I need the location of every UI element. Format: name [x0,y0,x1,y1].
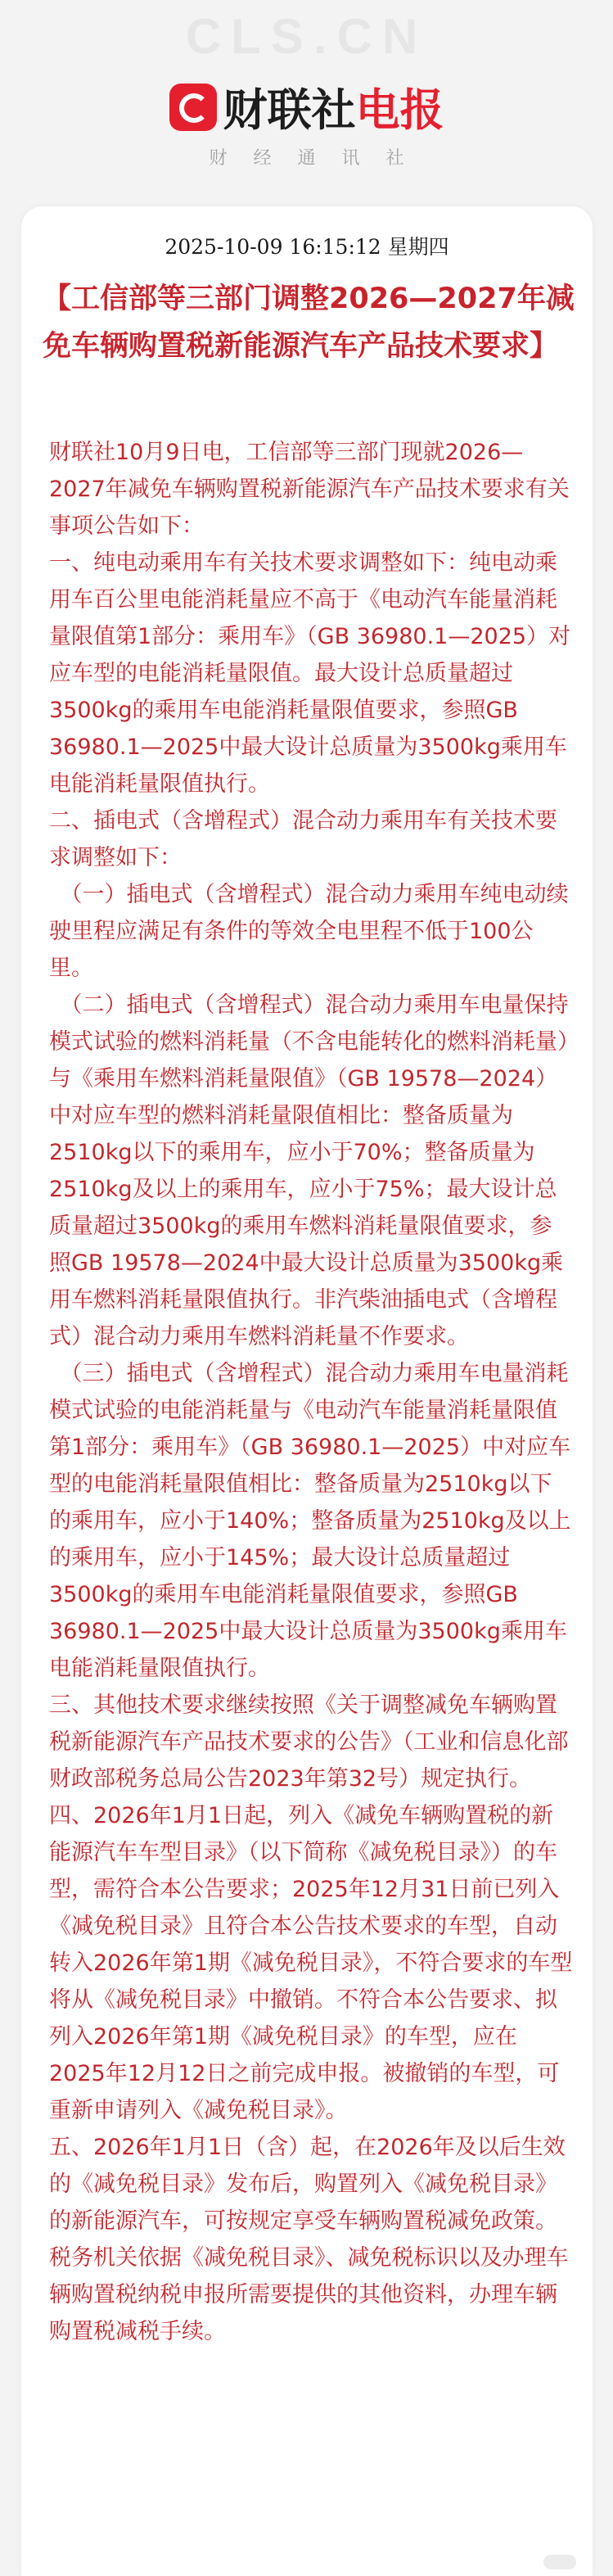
brand-name [223,75,444,138]
paragraph-section-1: 一、纯电动乘用车有关技术要求调整如下：纯电动乘用车百公里电能消耗量应不高于《电动汽车能量消耗量限值第1部分：乘用车》（GB 36980.1—2025）对应车型的电能消耗量限值。最大设计总质量超过3500kg的乘用车电能消耗量限值要求，参照GB 36980.1—2025中最大设计总质量为3500kg乘用车电能消耗量限值执行。 [49,550,571,797]
paragraph-section-4: 四、2026年1月1日起，列入《减免车辆购置税的新能源汽车车型目录》（以下简称《减免税目录》）的车型，需符合本公告要求；2025年12月31日前已列入《减免税目录》且符合本公告技术要求的车型，自动转入2026年第1期《减免税目录》，不符合要求的车型将从《减免税目录》中撤销。不符合本公告要求、拟列入2026年第1期《减免税目录》的车型，应在2025年12月12日之前完成申报。被撤销的车型，可重新申请列入《减免税目录》。 [49,1803,573,2123]
brand-logo [0,75,613,138]
paragraph-section-2-2: （二）插电式（含增程式）混合动力乘用车电量保持模式试验的燃料消耗量（不含电能转化的燃料消耗量）与《乘用车燃料消耗量限值》（GB 19578—2024）中对应车型的燃料消耗量限值相比：整备质量为2510kg以下的乘用车，应小于70%；整备质量为2510kg及以上的乘用车，应小于75%；最大设计总质量超过3500kg的乘用车燃料消耗量限值要求，参照GB 19578—2024中最大设计总质量为3500kg乘用车燃料消耗量限值执行。非汽柴油插电式（含增程式）混合动力乘用车燃料消耗量不作要求。 [49,992,569,1349]
article-title: 【工信部等三部门调整2026—2027年减免车辆购置税新能源汽车产品技术要求】 [43,282,575,363]
corner-watermark [543,2555,576,2569]
publish-datetime: 2025-10-09 16:15:12 星期四 [165,235,449,259]
paragraph-section-2: 二、插电式（含增程式）混合动力乘用车有关技术要求调整如下： [49,808,557,870]
article-body [49,434,573,2350]
paragraph-intro: 财联社10月9日电，工信部等三部门现就2026—2027年减免车辆购置税新能源汽车产品技术要求有关事项公告如下： [49,440,570,539]
paragraph-section-2-1: （一）插电式（含增程式）混合动力乘用车纯电动续驶里程应满足有条件的等效全电里程不低于100公里。 [49,882,569,981]
article-card [21,206,593,2576]
paragraph-section-3: 三、其他技术要求继续按照《关于调整减免车辆购置税新能源汽车产品技术要求的公告》（工业和信息化部财政部税务总局公告2023年第32号）规定执行。 [49,1692,569,1792]
paragraph-section-2-3: （三）插电式（含增程式）混合动力乘用车电量消耗模式试验的电能消耗量与《电动汽车能量消耗量限值第1部分：乘用车》（GB 36980.1—2025）中对应车型的电能消耗量限值相比：整备质量为2510kg以下的乘用车，应小于140%；整备质量为2510kg及以上的乘用车，应小于145%；最大设计总质量超过3500kg的乘用车电能消耗量限值要求，参照GB 36980.1—2025中最大设计总质量为3500kg乘用车电能消耗量限值执行。 [49,1361,571,1681]
brand-slogan: 财经通讯社 [209,148,430,169]
cls-watermark: CLS.CN [185,9,428,64]
paragraph-section-5: 五、2026年1月1日（含）起，在2026年及以后生效的《减免税目录》发布后，购置列入《减免税目录》的新能源汽车，可按规定享受车辆购置税减免政策。税务机关依据《减免税目录》、减免税标识以及办理车辆购置税纳税申报所需要提供的其他资料，办理车辆购置税减税手续。 [49,2135,569,2344]
header [0,0,613,188]
cls-logo-icon [169,84,217,131]
brand-main: 财联社 [223,84,356,136]
brand-accent: 电报 [355,84,444,136]
